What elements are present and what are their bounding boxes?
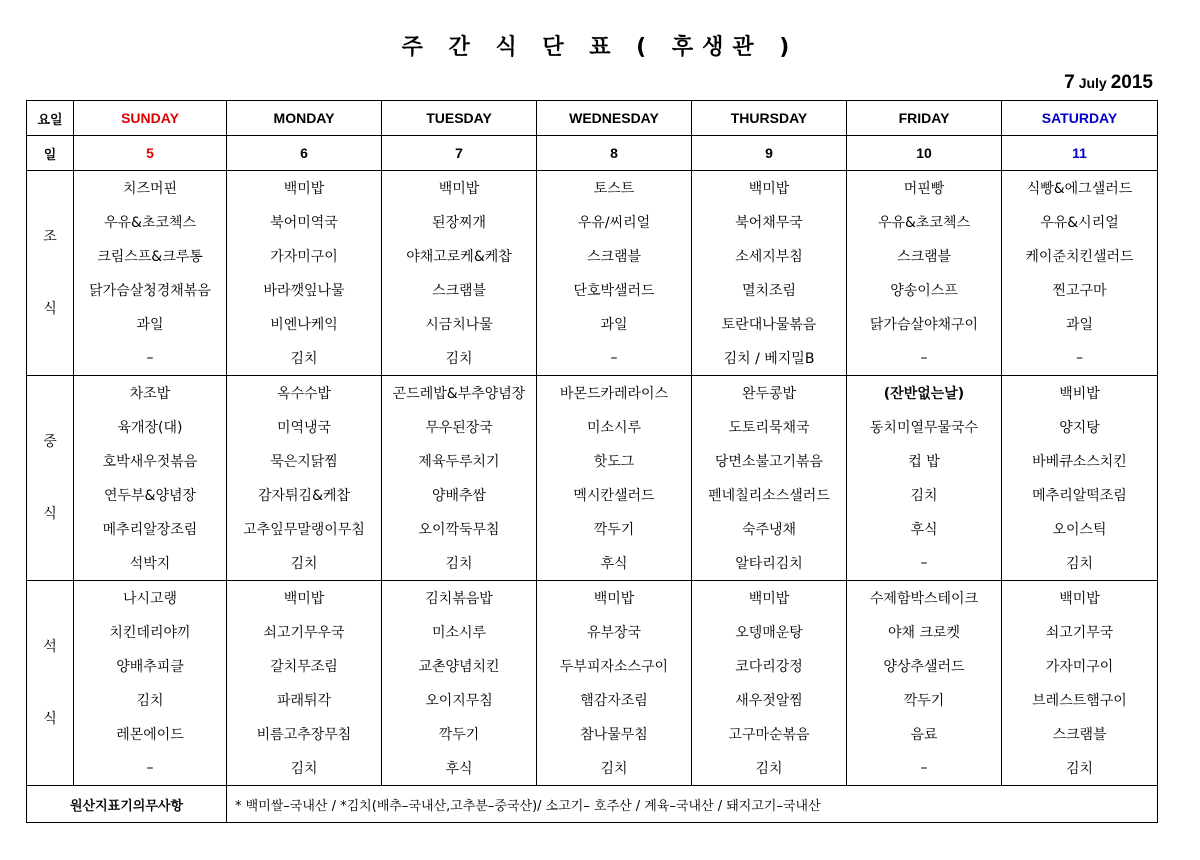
breakfast-menu-row [27,273,1158,307]
dinner-section-label: 석 식 [27,581,74,786]
menu-item: 우유&초코첵스 [74,205,227,239]
dinner-menu-row [27,751,1158,786]
date-day: 7 [1064,72,1075,93]
menu-item: 김치 [227,546,382,581]
menu-item: 깍두기 [382,717,537,751]
menu-date [1064,72,1153,94]
menu-item: 백미밥 [382,171,537,206]
menu-item: 백미밥 [227,171,382,206]
menu-item: 곤드레밥&부추양념장 [382,376,537,411]
menu-item: 치즈머핀 [74,171,227,206]
menu-item: 토란대나물볶음 [692,307,847,341]
menu-item: 김치 [227,341,382,376]
menu-item: 단호박샐러드 [537,273,692,307]
lunch-menu-row [27,512,1158,546]
menu-item: 양지탕 [1002,410,1158,444]
menu-item: 햄감자조림 [537,683,692,717]
menu-item: 차조밥 [74,376,227,411]
day-name-saturday: SATURDAY [1002,101,1158,136]
menu-item: 완두콩밥 [692,376,847,411]
menu-item: 우유/씨리얼 [537,205,692,239]
day-name-wednesday: WEDNESDAY [537,101,692,136]
menu-item: 후식 [537,546,692,581]
page-title: 주 간 식 단 표 ( 후생관 ) [401,35,799,60]
menu-item: 비름고추장무침 [227,717,382,751]
menu-item: 브레스트햄구이 [1002,683,1158,717]
menu-item: 김치볶음밥 [382,581,537,616]
origin-notice-text: * 백미쌀–국내산 / *김치(배추–국내산,고추분–중국산)/ 소고기– 호주산 / 계육–국내산 / 돼지고기–국내산 [227,786,1158,823]
day-label: 요일 [27,101,74,136]
breakfast-menu-row [27,341,1158,376]
lunch-menu-row [27,546,1158,581]
menu-item: 쇠고기무국 [1002,615,1158,649]
menu-item: 오이지무침 [382,683,537,717]
menu-item: 동치미열무물국수 [847,410,1002,444]
menu-item: – [1002,341,1158,376]
date-label: 일 [27,136,74,171]
menu-item: 양송이스프 [847,273,1002,307]
breakfast-menu-row [27,307,1158,341]
menu-item: 고구마순볶음 [692,717,847,751]
menu-item: 깍두기 [537,512,692,546]
menu-item: 양상추샐러드 [847,649,1002,683]
lunch-menu-row [27,444,1158,478]
menu-item: 음료 [847,717,1002,751]
menu-item: 김치 [1002,546,1158,581]
menu-item: 고추잎무말랭이무침 [227,512,382,546]
date-cell: 7 [382,136,537,171]
menu-item: 바몬드카레라이스 [537,376,692,411]
menu-item: 토스트 [537,171,692,206]
menu-item: 멸치조림 [692,273,847,307]
menu-item: 백비밥 [1002,376,1158,411]
day-name-tuesday: TUESDAY [382,101,537,136]
menu-item: 김치 [1002,751,1158,786]
menu-item: 교촌양념치킨 [382,649,537,683]
lunch-menu-row [27,478,1158,512]
weekly-menu-table [26,100,1158,823]
menu-item: 나시고랭 [74,581,227,616]
dinner-menu-row [27,717,1158,751]
date-month: July [1078,75,1107,91]
menu-item: 옥수수밥 [227,376,382,411]
menu-item: 석박지 [74,546,227,581]
menu-item: 호박새우젓볶음 [74,444,227,478]
day-name-friday: FRIDAY [847,101,1002,136]
origin-notice-row [27,786,1158,823]
menu-item: 케이준치킨샐러드 [1002,239,1158,273]
header-row-days [27,101,1158,136]
menu-item: 시금치나물 [382,307,537,341]
menu-item: 유부장국 [537,615,692,649]
menu-item: 우유&초코첵스 [847,205,1002,239]
breakfast-section-label: 조 식 [27,171,74,376]
menu-item: 묵은지닭찜 [227,444,382,478]
menu-item: 북어미역국 [227,205,382,239]
menu-item: 양배추쌈 [382,478,537,512]
lunch-menu-row [27,376,1158,411]
date-cell: 8 [537,136,692,171]
menu-item: 감자튀김&케찹 [227,478,382,512]
menu-item: 숙주냉채 [692,512,847,546]
menu-item: 치킨데리야끼 [74,615,227,649]
menu-item: 비엔나케익 [227,307,382,341]
dinner-menu-row [27,581,1158,616]
breakfast-menu-row [27,205,1158,239]
menu-item: 펜네칠리소스샐러드 [692,478,847,512]
menu-item: 김치 / 베지밀B [692,341,847,376]
origin-notice-label: 원산지표기의무사항 [27,786,227,823]
menu-item: 오이깍둑무침 [382,512,537,546]
menu-item: 크림스프&크루통 [74,239,227,273]
date-cell: 10 [847,136,1002,171]
menu-item: 무우된장국 [382,410,537,444]
menu-item: 찐고구마 [1002,273,1158,307]
menu-item: 미소시루 [382,615,537,649]
menu-item: 바라깻잎나물 [227,273,382,307]
menu-item: 스크램블 [847,239,1002,273]
day-name-sunday: SUNDAY [74,101,227,136]
menu-item: 스크램블 [537,239,692,273]
menu-item: 알타리김치 [692,546,847,581]
menu-item: 우유&시리얼 [1002,205,1158,239]
menu-item: – [847,546,1002,581]
menu-item: 김치 [227,751,382,786]
dinner-menu-row [27,683,1158,717]
menu-item: – [847,341,1002,376]
menu-item: 스크램블 [382,273,537,307]
day-name-monday: MONDAY [227,101,382,136]
menu-item: – [74,341,227,376]
dinner-menu-row [27,649,1158,683]
date-cell: 9 [692,136,847,171]
menu-item: 야채 크로켓 [847,615,1002,649]
menu-item: 식빵&에그샐러드 [1002,171,1158,206]
menu-item: 바베큐소스치킨 [1002,444,1158,478]
menu-item: 닭가슴살청경채볶음 [74,273,227,307]
breakfast-menu-row [27,239,1158,273]
menu-item: 오이스틱 [1002,512,1158,546]
menu-item: – [74,751,227,786]
menu-item: – [537,341,692,376]
date-cell: 5 [74,136,227,171]
menu-item: 백미밥 [692,171,847,206]
menu-item: 메추리알장조림 [74,512,227,546]
menu-item: 멕시칸샐러드 [537,478,692,512]
menu-item: 제육두루치기 [382,444,537,478]
day-name-thursday: THURSDAY [692,101,847,136]
menu-item: 야채고로케&케찹 [382,239,537,273]
menu-item: 닭가슴살야채구이 [847,307,1002,341]
dinner-menu-row [27,615,1158,649]
menu-item: 수제함박스테이크 [847,581,1002,616]
menu-item: 김치 [74,683,227,717]
menu-item: 김치 [382,546,537,581]
menu-item: 김치 [382,341,537,376]
menu-item: 백미밥 [537,581,692,616]
menu-item: 도토리묵채국 [692,410,847,444]
menu-item: 소세지부침 [692,239,847,273]
menu-item: 머핀빵 [847,171,1002,206]
menu-item: 쇠고기무우국 [227,615,382,649]
menu-item: 참나물무침 [537,717,692,751]
menu-item: 과일 [1002,307,1158,341]
menu-item: – [847,751,1002,786]
menu-item: 김치 [847,478,1002,512]
menu-item: 갈치무조림 [227,649,382,683]
menu-item: 새우젓알찜 [692,683,847,717]
date-year: 2015 [1110,72,1153,93]
menu-item: 가자미구이 [227,239,382,273]
menu-item: (잔반없는날) [847,376,1002,411]
menu-item: 된장찌개 [382,205,537,239]
menu-item: 핫도그 [537,444,692,478]
menu-item: 육개장(대) [74,410,227,444]
menu-item: 백미밥 [227,581,382,616]
menu-item: 코다리강정 [692,649,847,683]
menu-item: 연두부&양념장 [74,478,227,512]
breakfast-menu-row [27,171,1158,206]
menu-item: 파래튀각 [227,683,382,717]
menu-item: 백미밥 [692,581,847,616]
menu-item: 김치 [537,751,692,786]
date-cell: 11 [1002,136,1158,171]
menu-item: 북어채무국 [692,205,847,239]
menu-item: 과일 [537,307,692,341]
menu-item: 미소시루 [537,410,692,444]
lunch-menu-row [27,410,1158,444]
menu-item: 후식 [382,751,537,786]
menu-item: 양배추피클 [74,649,227,683]
menu-item: 당면소불고기볶음 [692,444,847,478]
lunch-section-label: 중 식 [27,376,74,581]
menu-item: 미역냉국 [227,410,382,444]
date-cell: 6 [227,136,382,171]
menu-item: 가자미구이 [1002,649,1158,683]
menu-item: 깍두기 [847,683,1002,717]
menu-item: 과일 [74,307,227,341]
menu-item: 백미밥 [1002,581,1158,616]
menu-item: 오뎅매운탕 [692,615,847,649]
menu-item: 후식 [847,512,1002,546]
menu-item: 메추리알떡조림 [1002,478,1158,512]
menu-item: 레몬에이드 [74,717,227,751]
menu-item: 컵 밥 [847,444,1002,478]
menu-item: 김치 [692,751,847,786]
menu-item: 두부피자소스구이 [537,649,692,683]
header-row-dates [27,136,1158,171]
menu-item: 스크램블 [1002,717,1158,751]
